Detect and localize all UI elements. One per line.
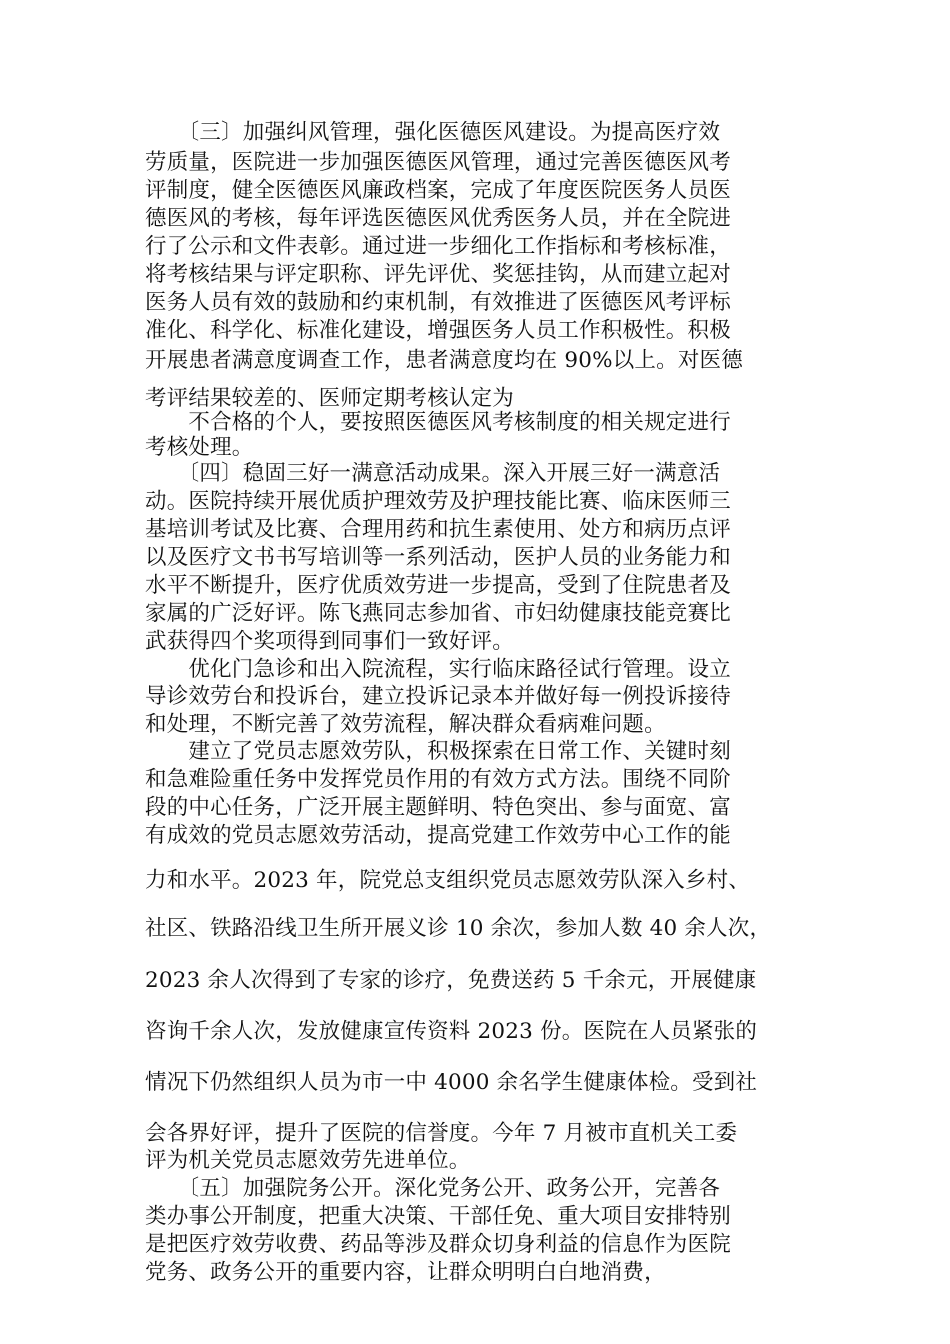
paragraph-line: 劳质量，医院进一步加强医德医风管理，通过完善医德医风考	[145, 150, 731, 175]
paragraph-line: 和急难险重任务中发挥党员作用的有效方式方法。围绕不同阶	[145, 767, 731, 792]
paragraph-line: 是把医疗效劳收费、药品等涉及群众切身利益的信息作为医院	[145, 1232, 731, 1257]
paragraph-line: 以及医疗文书书写培训等一系列活动，医护人员的业务能力和	[145, 545, 731, 570]
paragraph-line: 基培训考试及比赛、合理用药和抗生素使用、处方和病历点评	[145, 517, 731, 542]
paragraph-line: 行了公示和文件表彰。通过进一步细化工作指标和考核标准，	[145, 234, 731, 259]
paragraph-line: 水平不断提升，医疗优质效劳进一步提高，受到了住院患者及	[145, 573, 731, 598]
paragraph-line: 武获得四个奖项得到同事们一致好评。	[145, 629, 514, 654]
paragraph-line: 德医风的考核，每年评选医德医风优秀医务人员，并在全院进	[145, 206, 731, 231]
paragraph-line: 评为机关党员志愿效劳先进单位。	[145, 1148, 471, 1173]
paragraph-line: 和处理，不断完善了效劳流程，解决群众看病难问题。	[145, 712, 666, 737]
paragraph-line: 导诊效劳台和投诉台，建立投诉记录本并做好每一例投诉接待	[145, 684, 731, 709]
paragraph-line: 党务、政务公开的重要内容，让群众明明白白地消费，	[145, 1260, 666, 1285]
paragraph-line: 动。医院持续开展优质护理效劳及护理技能比赛、临床医师三	[145, 489, 731, 514]
paragraph-line: 考核处理。	[145, 435, 254, 460]
paragraph-line: 情况下仍然组织人员为市一中 4000 余名学生健康体检。受到社	[145, 1070, 758, 1095]
paragraph-line: 〔三〕加强纠风管理，强化医德医风建设。为提高医疗效	[145, 120, 721, 145]
paragraph-line: 建立了党员志愿效劳队，积极探索在日常工作、关键时刻	[145, 739, 731, 764]
paragraph-line: 准化、科学化、标准化建设，增强医务人员工作积极性。积极	[145, 318, 731, 343]
paragraph-line: 考评结果较差的、医师定期考核认定为	[145, 386, 514, 411]
paragraph-line: 医务人员有效的鼓励和约束机制，有效推进了医德医风考评标	[145, 290, 731, 315]
paragraph-line: 家属的广泛好评。陈飞燕同志参加省、市妇幼健康技能竞赛比	[145, 601, 731, 626]
paragraph-line: 会各界好评，提升了医院的信誉度。今年 7 月被市直机关工委	[145, 1121, 738, 1146]
paragraph-line: 有成效的党员志愿效劳活动，提高党建工作效劳中心工作的能	[145, 823, 731, 848]
paragraph-line: 咨询千余人次，发放健康宣传资料 2023 份。医院在人员紧张的	[145, 1019, 758, 1044]
paragraph-line: 将考核结果与评定职称、评先评优、奖惩挂钩，从而建立起对	[145, 262, 731, 287]
paragraph-line: 力和水平。2023 年，院党总支组织党员志愿效劳队深入乡村、	[145, 868, 751, 893]
paragraph-line: 〔四〕稳固三好一满意活动成果。深入开展三好一满意活	[145, 461, 721, 486]
paragraph-line: 不合格的个人，要按照医德医风考核制度的相关规定进行	[145, 410, 731, 435]
paragraph-line: 优化门急诊和出入院流程，实行临床路径试行管理。设立	[145, 657, 731, 682]
paragraph-line: 社区、铁路沿线卫生所开展义诊 10 余次，参加人数 40 余人次，	[145, 916, 772, 941]
paragraph-line: 段的中心任务，广泛开展主题鲜明、特色突出、参与面宽、富	[145, 795, 731, 820]
paragraph-line: 评制度，健全医德医风廉政档案，完成了年度医院医务人员医	[145, 178, 731, 203]
paragraph-line: 类办事公开制度，把重大决策、干部任免、重大项目安排特别	[145, 1204, 731, 1229]
paragraph-line: 2023 余人次得到了专家的诊疗，免费送药 5 千余元，开展健康	[145, 968, 757, 993]
paragraph-line: 〔五〕加强院务公开。深化党务公开、政务公开，完善各	[145, 1176, 721, 1201]
paragraph-line: 开展患者满意度调查工作，患者满意度均在 90%以上。对医德	[145, 348, 743, 373]
